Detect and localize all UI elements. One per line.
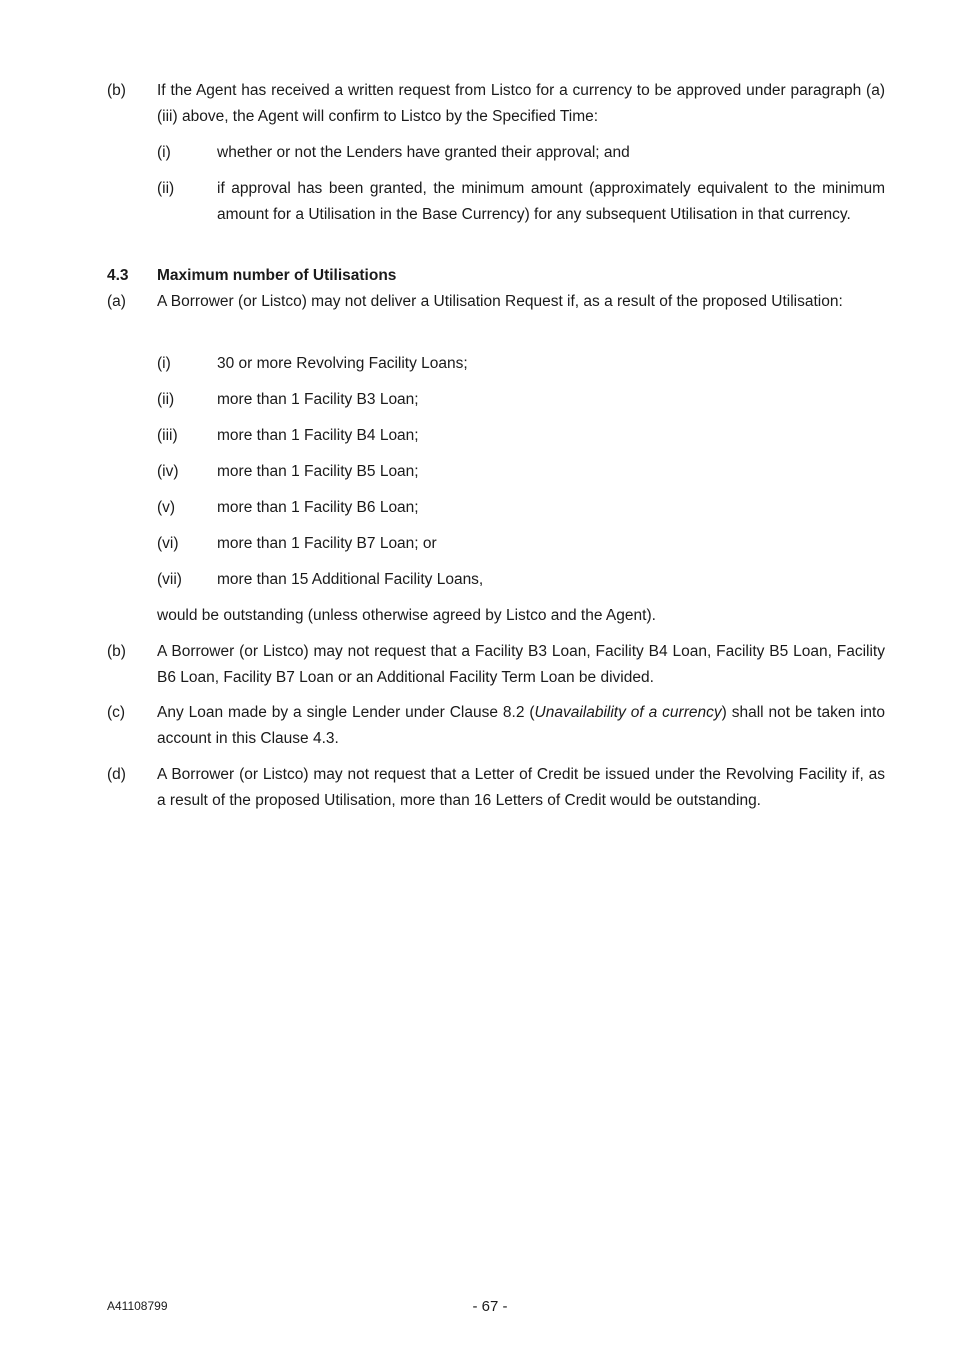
section-heading <box>107 263 885 289</box>
para-a-item-text: more than 1 Facility B3 Loan; <box>217 391 419 408</box>
para-a-item-label: (v) <box>157 499 176 516</box>
para-c-text <box>157 700 885 752</box>
document-id: A41108799 <box>107 1299 168 1313</box>
para-b-text: A Borrower (or Listco) may not request that a Facility B3 Loan, Facility B4 Loan, Facility B5 Loan, Facility B6 Loan, Facility B7 Loan or an Additional Facility Term Loan be divided. <box>157 643 885 686</box>
para-a-item <box>107 387 885 413</box>
para-d <box>107 762 885 814</box>
para-a-item-label: (vii) <box>157 571 182 588</box>
para-c-text-after: ) shall not be taken into account in this Clause 4.3. <box>157 704 885 747</box>
clause-b-item-label: (ii) <box>157 180 175 197</box>
clause-b <box>107 78 885 130</box>
para-a-label: (a) <box>107 293 126 310</box>
clause-b-label: (b) <box>107 82 126 99</box>
para-a-item-text: more than 15 Additional Facility Loans, <box>217 571 484 588</box>
para-a-item-label: (ii) <box>157 391 175 408</box>
para-a-item-text: more than 1 Facility B4 Loan; <box>217 427 419 444</box>
para-a-item <box>107 495 885 521</box>
section-title: Maximum number of Utilisations <box>157 267 397 284</box>
page-number: - 67 - <box>472 1298 508 1315</box>
para-c <box>107 700 885 752</box>
para-a-item-text: 30 or more Revolving Facility Loans; <box>217 355 468 372</box>
para-a-item <box>107 423 885 449</box>
para-a <box>107 289 885 341</box>
section-number: 4.3 <box>107 267 129 284</box>
para-a-item-text: more than 1 Facility B5 Loan; <box>217 463 419 480</box>
clause-b-item <box>107 176 885 254</box>
clause-b-item-text: if approval has been granted, the minimum amount (approximately equivalent to the minimum amount for a Utilisation in the Base Currency) for any subsequent Utilisation in that currency. <box>217 180 885 223</box>
para-a-item-label: (vi) <box>157 535 179 552</box>
para-a-tail-text: would be outstanding (unless otherwise agreed by Listco and the Agent). <box>157 607 656 624</box>
para-d-text: A Borrower (or Listco) may not request that a Letter of Credit be issued under the Revolving Facility if, as a result of the proposed Utilisation, more than 16 Letters of Credit would be outstanding. <box>157 766 885 809</box>
para-c-text-before: Any Loan made by a single Lender under Clause 8.2 ( <box>157 704 535 721</box>
para-d-label: (d) <box>107 766 126 783</box>
para-c-label: (c) <box>107 704 126 721</box>
para-a-item <box>107 459 885 485</box>
para-a-tail <box>107 603 885 629</box>
clause-b-item <box>107 140 885 166</box>
para-a-item-text: more than 1 Facility B7 Loan; or <box>217 535 437 552</box>
clause-b-item-label: (i) <box>157 144 171 161</box>
para-a-item-text: more than 1 Facility B6 Loan; <box>217 499 419 516</box>
para-a-item-label: (iii) <box>157 427 178 444</box>
para-b <box>107 639 885 691</box>
para-a-text: A Borrower (or Listco) may not deliver a Utilisation Request if, as a result of the proposed Utilisation: <box>157 293 843 310</box>
clause-b-item-text: whether or not the Lenders have granted their approval; and <box>217 144 630 161</box>
para-c-text-italic: Unavailability of a currency <box>534 704 722 721</box>
para-a-item-label: (iv) <box>157 463 179 480</box>
para-a-item <box>107 567 885 593</box>
para-a-item <box>107 531 885 557</box>
para-a-item <box>107 351 885 377</box>
para-b-label: (b) <box>107 643 126 660</box>
clause-b-text: If the Agent has received a written request from Listco for a currency to be approved under paragraph (a)(iii) above, the Agent will confirm to Listco by the Specified Time: <box>157 82 885 125</box>
para-a-item-label: (i) <box>157 355 171 372</box>
